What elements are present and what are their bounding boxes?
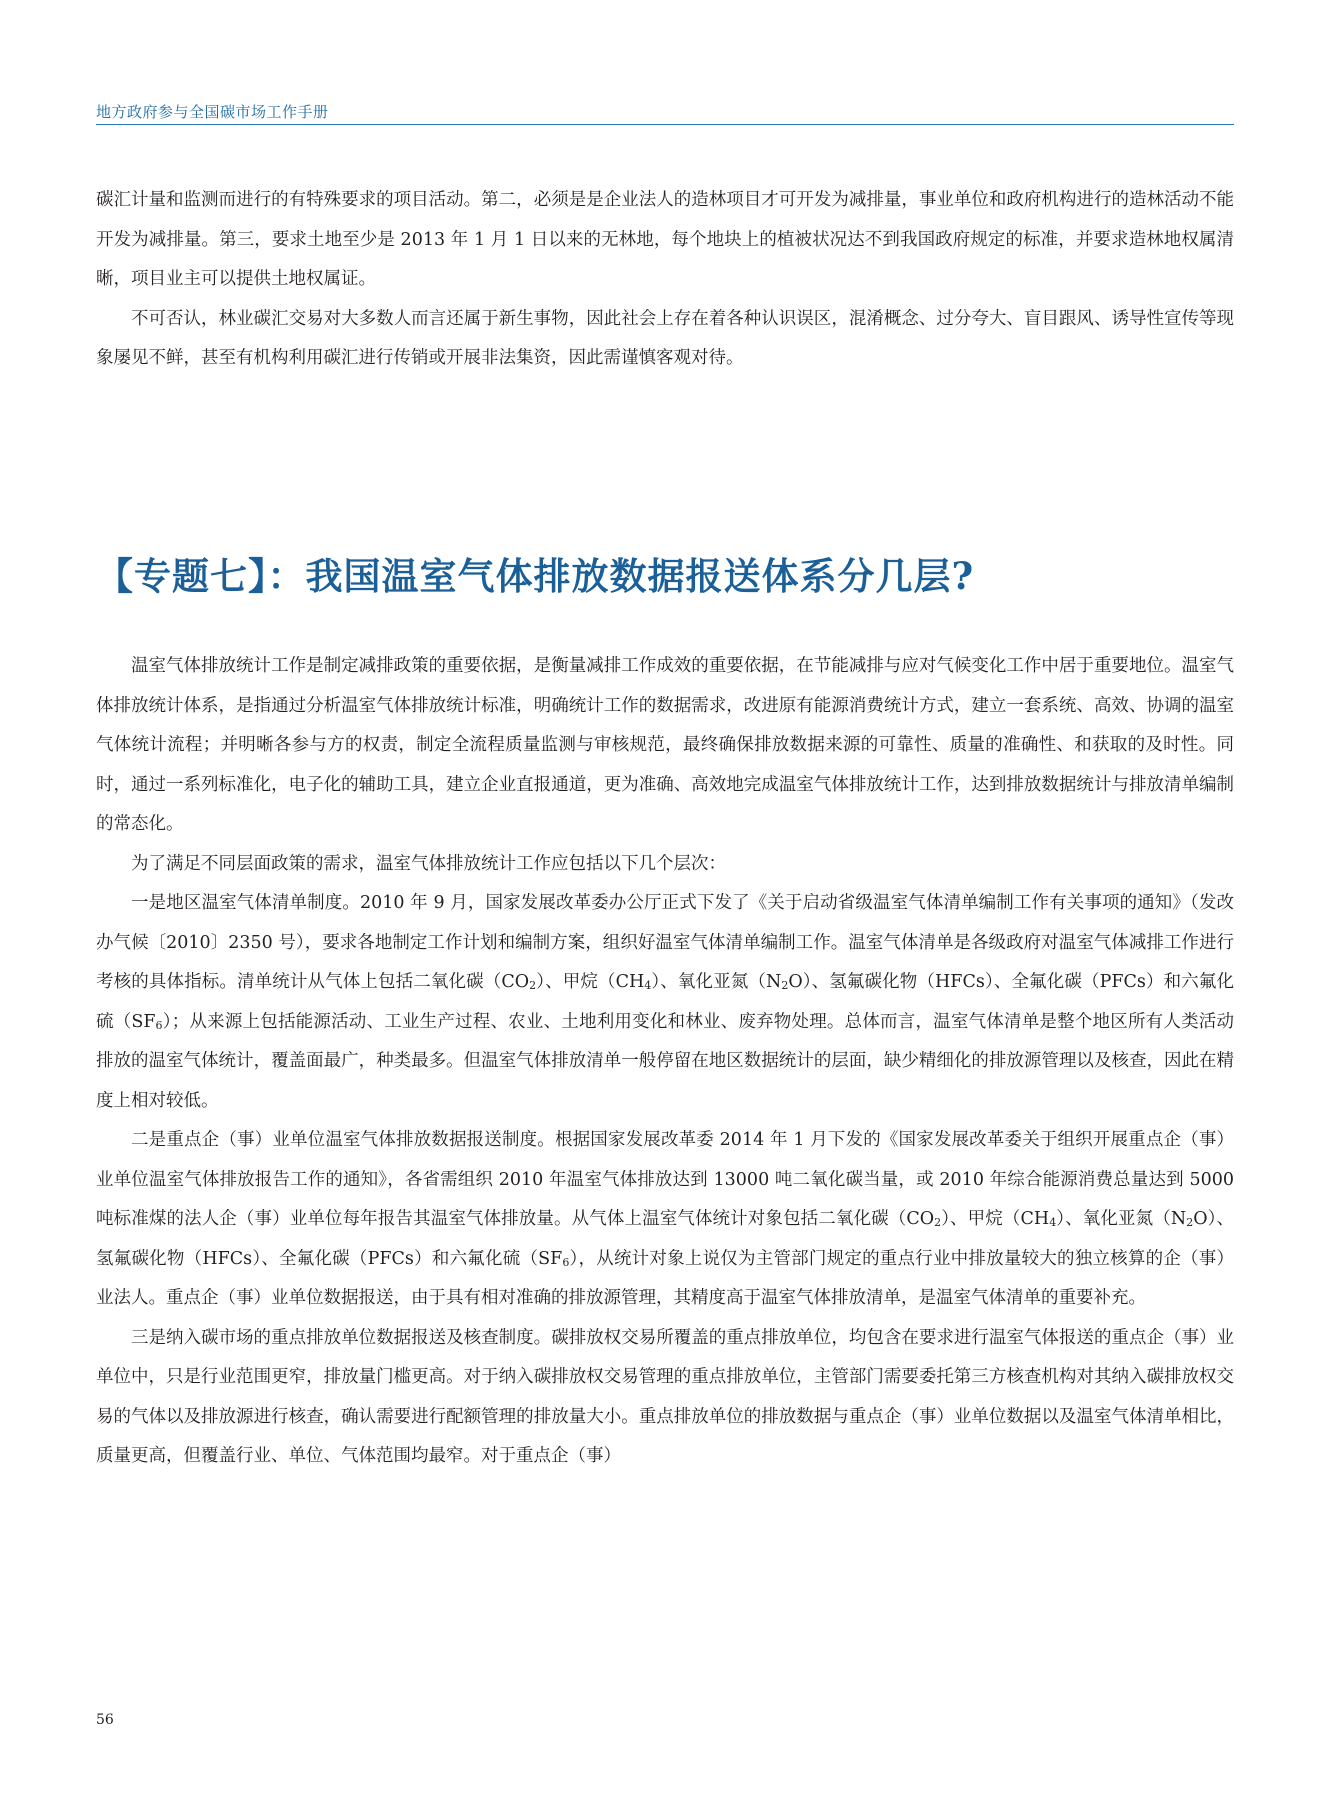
- continued-text: [96, 181, 1234, 379]
- paragraph-level-one: 一是地区温室气体清单制度。2010 年 9 月，国家发展改革委办公厅正式下发了《关于启动省级温室气体清单编制工作有关事项的通知》（发改办气候〔2010〕2350 号），要求各地制定工作计划和编制方案，组织好温室气体清单编制工作。温室气体清单是各级政府对温室气体减排工作进行考核的具体指标。清单统计从气体上包括二氧化碳$(CO_2)$、甲烷$(CH_4)$、氧化亚氮$(N_2O)$、氢氟碳化物（HFCs）、全氟化碳（PFCs）和六氟化硫$(SF_6)$；从来源上包括能源活动、工业生产过程、农业、土地利用变化和林业、废弃物处理。总体而言，温室气体清单是整个地区所有人类活动排放的温室气体统计，覆盖面最广，种类最多。但温室气体排放清单一般停留在地区数据统计的层面，缺少精细化的排放源管理以及核查，因此在精度上相对较低。: [96, 893, 1234, 1111]
- page-number: 56: [96, 1712, 114, 1728]
- paragraph-levels-lead: 为了满足不同层面政策的需求，温室气体排放统计工作应包括以下几个层次：: [131, 853, 726, 874]
- header-rule: [96, 124, 1234, 125]
- running-header: 地方政府参与全国碳市场工作手册: [96, 103, 329, 121]
- topic-title: 【专题七】：我国温室气体排放数据报送体系分几层?: [96, 554, 975, 598]
- paragraph-continued: 碳汇计量和监测而进行的有特殊要求的项目活动。第二，必须是是企业法人的造林项目才可开发为减排量，事业单位和政府机构进行的造林活动不能开发为减排量。第三，要求土地至少是 2013 年 1 月 1 日以来的无林地，每个地块上的植被状况达不到我国政府规定的标准，并要求造林地权属清晰，项目业主可以提供土地权属证。: [96, 190, 1234, 289]
- paragraph-level-two: 二是重点企（事）业单位温室气体排放数据报送制度。根据国家发展改革委 2014 年 1 月下发的《国家发展改革委关于组织开展重点企（事）业单位温室气体排放报告工作的通知》，各省需组织 2010 年温室气体排放达到 13000 吨二氧化碳当量，或 2010 年综合能源消费总量达到 5000 吨标准煤的法人企（事）业单位每年报告其温室气体排放量。从气体上温室气体统计对象包括二氧化碳$(CO_2)$、甲烷$(CH_4)$、氧化亚氮$(N_2O)$、氢氟碳化物（HFCs）、全氟化碳（PFCs）和六氟化硫$(SF_6)$，从统计对象上说仅为主管部门规定的重点行业中排放量较大的独立核算的企（事）业法人。重点企（事）业单位数据报送，由于具有相对准确的排放源管理，其精度高于温室气体排放清单，是温室气体清单的重要补充。: [96, 1130, 1235, 1308]
- paragraph-forestry-carbon: 不可否认，林业碳汇交易对大多数人而言还属于新生事物，因此社会上存在着各种认识误区，混淆概念、过分夸大、盲目跟风、诱导性宣传等现象屡见不鲜，甚至有机构利用碳汇进行传销或开展非法集资，因此需谨慎客观对待。: [96, 308, 1234, 368]
- topic-body: [96, 647, 1234, 1477]
- paragraph-intro: 温室气体排放统计工作是制定减排政策的重要依据，是衡量减排工作成效的重要依据，在节能减排与应对气候变化工作中居于重要地位。温室气体排放统计体系，是指通过分析温室气体排放统计标准，明确统计工作的数据需求，改进原有能源消费统计方式，建立一套系统、高效、协调的温室气体统计流程；并明晰各参与方的权责，制定全流程质量监测与审核规范，最终确保排放数据来源的可靠性、质量的准确性、和获取的及时性。同时，通过一系列标准化，电子化的辅助工具，建立企业直报通道，更为准确、高效地完成温室气体排放统计工作，达到排放数据统计与排放清单编制的常态化。: [96, 656, 1234, 834]
- paragraph-level-three: 三是纳入碳市场的重点排放单位数据报送及核查制度。碳排放权交易所覆盖的重点排放单位，均包含在要求进行温室气体报送的重点企（事）业单位中，只是行业范围更窄，排放量门槛更高。对于纳入碳排放权交易管理的重点排放单位，主管部门需要委托第三方核查机构对其纳入碳排放权交易的气体以及排放源进行核查，确认需要进行配额管理的排放量大小。重点排放单位的排放数据与重点企（事）业单位数据以及温室气体清单相比，质量更高，但覆盖行业、单位、气体范围均最窄。对于重点企（事）: [96, 1327, 1234, 1466]
